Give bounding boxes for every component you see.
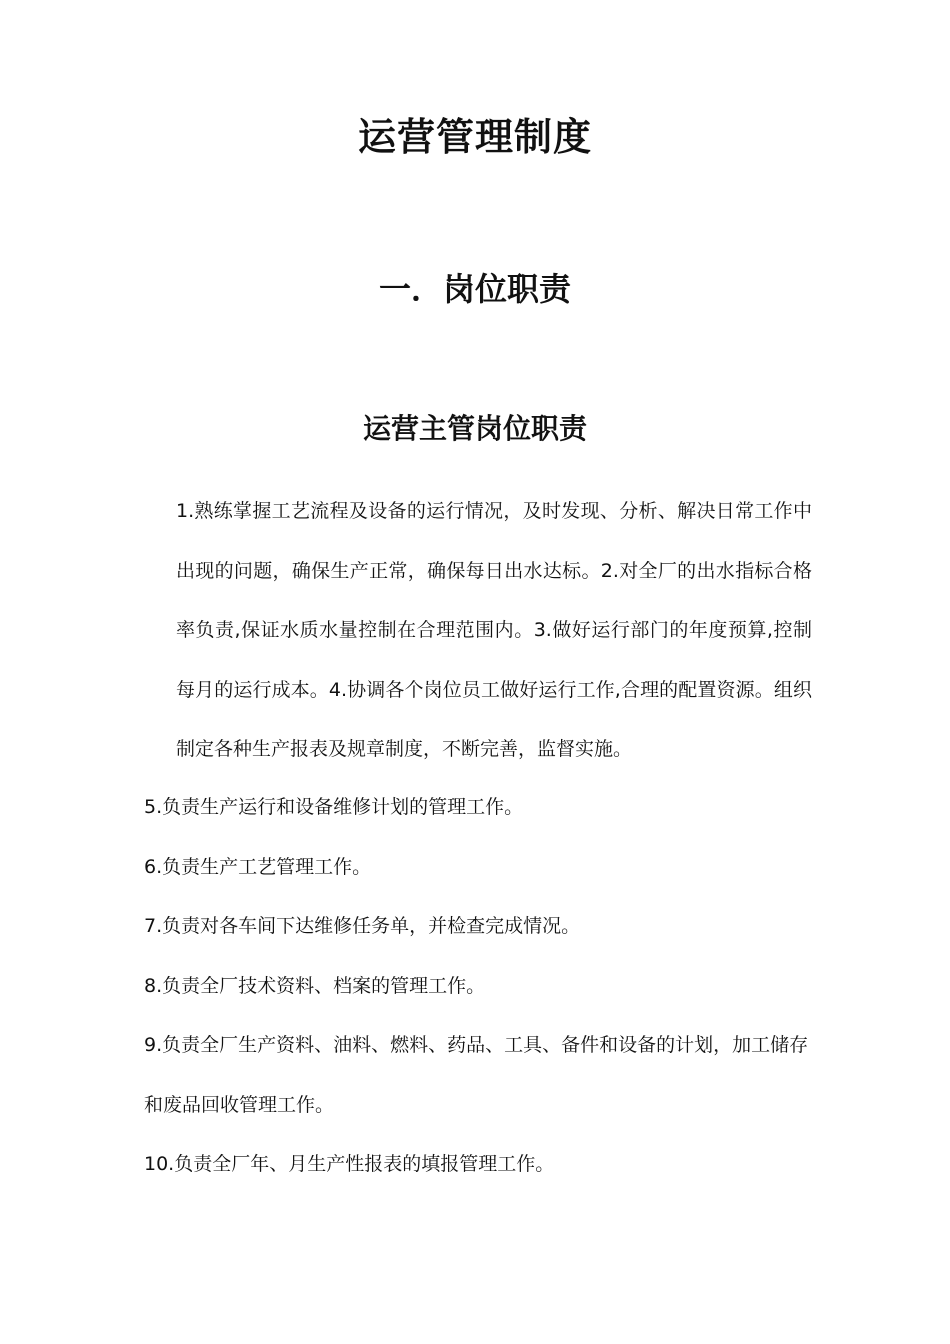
list-item: 5.负责生产运行和设备维修计划的管理工作。 [144,796,524,818]
duty-list [144,778,812,1195]
document-title: 运营管理制度 [357,115,592,159]
list-item: 6.负责生产工艺管理工作。 [144,855,372,878]
list-item: 8.负责全厂技术资料、档案的管理工作。 [144,974,486,997]
list-item: 7.负责对各车间下达维修任务单，并检查完成情况。 [144,915,581,937]
list-item: 9.负责全厂生产资料、油料、燃料、药品、工具、备件和设备的计划，加工储存和废品回收管理工作。 [144,1034,809,1116]
section-heading: 一．岗位职责 [378,270,571,308]
sub-heading: 运营主管岗位职责 [362,412,587,445]
list-item: 10.负责全厂年、月生产性报表的填报管理工作。 [144,1153,555,1175]
intro-paragraph: 1.熟练掌握工艺流程及设备的运行情况，及时发现、分析、解决日常工作中出现的问题，确保生产正常，确保每日出水达标。2.对全厂的出水指标合格率负责,保证水质水量控制在合理范围内。3.做好运行部门的年度预算,控制每月的运行成本。4.协调各个岗位员工做好运行工作,合理的配置资源。组织制定各种生产报表及规章制度，不断完善，监督实施。 [176,500,812,760]
